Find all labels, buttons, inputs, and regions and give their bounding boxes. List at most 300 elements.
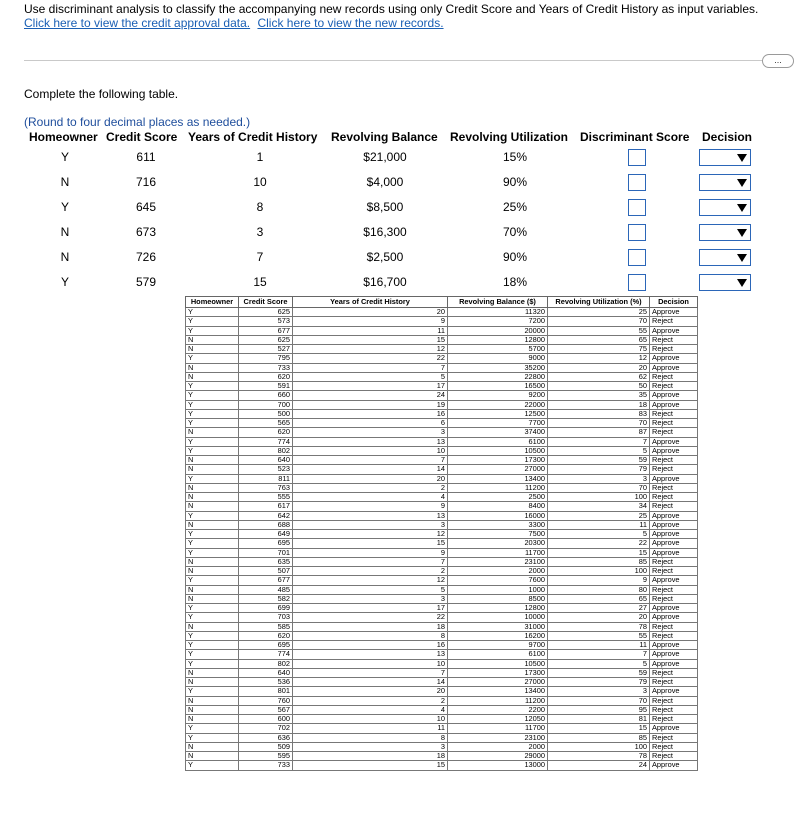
- cell-credit-score: 760: [239, 696, 293, 705]
- table-row: [186, 437, 698, 446]
- header-homeowner: Homeowner: [29, 130, 98, 144]
- dropdown-arrow-icon: [737, 154, 747, 162]
- cell-revolving-balance: 17300: [448, 668, 548, 677]
- cell-revolving-utilization: 5: [548, 659, 650, 668]
- cell-homeowner: Y: [186, 548, 239, 557]
- cell-decision: Reject: [650, 317, 698, 326]
- cell-revolving-utilization: 34: [548, 502, 650, 511]
- cell-decision: Approve: [650, 641, 698, 650]
- cell-homeowner: N: [186, 705, 239, 714]
- cell-revolving-utilization: 18: [548, 400, 650, 409]
- cell-homeowner: Y: [186, 354, 239, 363]
- cell-decision: Approve: [650, 650, 698, 659]
- cell-years: 15: [293, 761, 448, 770]
- cell-revolving-balance: 2000: [448, 742, 548, 751]
- cell-homeowner: Y: [186, 576, 239, 585]
- cell-decision: Approve: [650, 687, 698, 696]
- cell-decision: Reject: [650, 705, 698, 714]
- cell-revolving-utilization: 80: [548, 585, 650, 594]
- cell-revolving-utilization: 100: [548, 493, 650, 502]
- cell-credit-score: 733: [239, 761, 293, 770]
- cell-revolving-balance: 35200: [448, 363, 548, 372]
- discriminant-score-input[interactable]: [628, 149, 646, 166]
- cell-revolving-balance: 12500: [448, 409, 548, 418]
- cell-credit-score: 500: [239, 409, 293, 418]
- cell-revolving-utilization: 5: [548, 446, 650, 455]
- header-discriminant-score: Discriminant Score: [580, 130, 690, 144]
- table-row: [186, 317, 698, 326]
- cell-years: 18: [293, 752, 448, 761]
- cell-revolving-balance: 9700: [448, 641, 548, 650]
- cell-years: 8: [293, 733, 448, 742]
- cell-credit-score: 620: [239, 631, 293, 640]
- cell-years: 20: [293, 474, 448, 483]
- cell-decision: Reject: [650, 678, 698, 687]
- cell-homeowner: Y: [186, 659, 239, 668]
- cell-years: 15: [293, 335, 448, 344]
- question-cell-credit-score: 645: [135, 200, 157, 214]
- cell-credit-score: 485: [239, 585, 293, 594]
- cell-revolving-balance: 7600: [448, 576, 548, 585]
- cell-credit-score: 699: [239, 604, 293, 613]
- cell-revolving-utilization: 85: [548, 557, 650, 566]
- question-cell-credit-score: 579: [135, 275, 157, 289]
- cell-decision: Reject: [650, 733, 698, 742]
- cell-years: 3: [293, 520, 448, 529]
- cell-homeowner: N: [186, 696, 239, 705]
- cell-decision: Reject: [650, 715, 698, 724]
- table-row: [186, 465, 698, 474]
- question-cell-utilization: 90%: [502, 175, 528, 189]
- data-table-header-row: [186, 297, 698, 308]
- more-options-button[interactable]: ...: [762, 54, 794, 68]
- table-row: [186, 354, 698, 363]
- cell-revolving-utilization: 75: [548, 345, 650, 354]
- question-cell-homeowner: N: [60, 225, 70, 239]
- cell-revolving-utilization: 79: [548, 465, 650, 474]
- cell-decision: Reject: [650, 372, 698, 381]
- cell-credit-score: 695: [239, 641, 293, 650]
- cell-decision: Reject: [650, 668, 698, 677]
- cell-revolving-utilization: 78: [548, 622, 650, 631]
- cell-homeowner: Y: [186, 613, 239, 622]
- cell-credit-score: 802: [239, 659, 293, 668]
- cell-decision: Reject: [650, 409, 698, 418]
- cell-revolving-utilization: 5: [548, 530, 650, 539]
- cell-homeowner: Y: [186, 539, 239, 548]
- cell-credit-score: 600: [239, 715, 293, 724]
- question-cell-balance: $21,000: [363, 150, 407, 164]
- cell-revolving-balance: 13400: [448, 687, 548, 696]
- cell-decision: Approve: [650, 530, 698, 539]
- data-header-years-credit-history: Years of Credit History: [293, 297, 448, 308]
- question-cell-years: 3: [256, 225, 264, 239]
- cell-revolving-balance: 17300: [448, 456, 548, 465]
- instructions-text: Use discriminant analysis to classify the accompanying new records using only Credit Score and Years of Credit History as input variables.: [24, 2, 759, 16]
- question-cell-years: 10: [253, 175, 267, 189]
- cell-decision: Reject: [650, 567, 698, 576]
- cell-revolving-utilization: 11: [548, 520, 650, 529]
- header-credit-score: Credit Score: [106, 130, 178, 144]
- cell-credit-score: 591: [239, 382, 293, 391]
- cell-revolving-utilization: 65: [548, 594, 650, 603]
- cell-credit-score: 700: [239, 400, 293, 409]
- cell-revolving-utilization: 87: [548, 428, 650, 437]
- discriminant-score-input[interactable]: [628, 174, 646, 191]
- cell-revolving-utilization: 79: [548, 678, 650, 687]
- table-row: [186, 733, 698, 742]
- cell-homeowner: Y: [186, 761, 239, 770]
- cell-decision: Approve: [650, 520, 698, 529]
- cell-credit-score: 802: [239, 446, 293, 455]
- decision-dropdown[interactable]: [699, 174, 751, 191]
- cell-decision: Reject: [650, 493, 698, 502]
- cell-decision: Reject: [650, 382, 698, 391]
- table-row: [186, 576, 698, 585]
- cell-revolving-balance: 23100: [448, 733, 548, 742]
- cell-homeowner: Y: [186, 391, 239, 400]
- question-cell-utilization: 25%: [502, 200, 528, 214]
- cell-revolving-balance: 3300: [448, 520, 548, 529]
- cell-credit-score: 527: [239, 345, 293, 354]
- cell-credit-score: 536: [239, 678, 293, 687]
- dropdown-arrow-icon: [737, 254, 747, 262]
- table-row: [186, 650, 698, 659]
- cell-credit-score: 620: [239, 372, 293, 381]
- table-row: [186, 724, 698, 733]
- cell-credit-score: 625: [239, 335, 293, 344]
- cell-revolving-balance: 27000: [448, 465, 548, 474]
- cell-decision: Reject: [650, 742, 698, 751]
- cell-homeowner: Y: [186, 474, 239, 483]
- cell-years: 16: [293, 409, 448, 418]
- dropdown-arrow-icon: [737, 179, 747, 187]
- question-cell-utilization: 70%: [502, 225, 528, 239]
- discriminant-score-input[interactable]: [628, 249, 646, 266]
- table-row: [186, 428, 698, 437]
- cell-homeowner: N: [186, 594, 239, 603]
- cell-revolving-utilization: 65: [548, 335, 650, 344]
- cell-years: 6: [293, 419, 448, 428]
- question-cell-years: 7: [256, 250, 264, 264]
- cell-credit-score: 507: [239, 567, 293, 576]
- table-row: [186, 326, 698, 335]
- cell-revolving-balance: 11700: [448, 548, 548, 557]
- table-row: [186, 400, 698, 409]
- cell-revolving-utilization: 62: [548, 372, 650, 381]
- table-row: [186, 363, 698, 372]
- question-cell-credit-score: 611: [136, 150, 156, 164]
- discriminant-score-input[interactable]: [628, 274, 646, 291]
- dropdown-arrow-icon: [737, 229, 747, 237]
- cell-credit-score: 660: [239, 391, 293, 400]
- cell-years: 17: [293, 382, 448, 391]
- new-records-link[interactable]: Click here to view the new records.: [257, 16, 444, 30]
- cell-revolving-balance: 16200: [448, 631, 548, 640]
- cell-years: 9: [293, 502, 448, 511]
- cell-revolving-utilization: 7: [548, 650, 650, 659]
- cell-years: 9: [293, 548, 448, 557]
- cell-revolving-utilization: 100: [548, 742, 650, 751]
- cell-revolving-utilization: 59: [548, 668, 650, 677]
- cell-credit-score: 567: [239, 705, 293, 714]
- cell-revolving-utilization: 50: [548, 382, 650, 391]
- cell-homeowner: N: [186, 483, 239, 492]
- cell-years: 2: [293, 483, 448, 492]
- question-cell-homeowner: N: [60, 175, 70, 189]
- cell-years: 13: [293, 650, 448, 659]
- cell-revolving-balance: 29000: [448, 752, 548, 761]
- question-cell-utilization: 18%: [502, 275, 528, 289]
- cell-revolving-utilization: 20: [548, 613, 650, 622]
- cell-homeowner: Y: [186, 317, 239, 326]
- cell-revolving-utilization: 85: [548, 733, 650, 742]
- cell-revolving-balance: 1000: [448, 585, 548, 594]
- cell-years: 10: [293, 446, 448, 455]
- cell-homeowner: Y: [186, 400, 239, 409]
- cell-years: 5: [293, 372, 448, 381]
- cell-years: 7: [293, 668, 448, 677]
- cell-revolving-balance: 16000: [448, 511, 548, 520]
- cell-decision: Reject: [650, 631, 698, 640]
- cell-years: 14: [293, 678, 448, 687]
- cell-revolving-balance: 5700: [448, 345, 548, 354]
- cell-revolving-utilization: 25: [548, 511, 650, 520]
- question-cell-years: 15: [253, 275, 267, 289]
- data-header-homeowner: Homeowner: [186, 297, 239, 308]
- cell-years: 12: [293, 530, 448, 539]
- cell-homeowner: Y: [186, 382, 239, 391]
- cell-decision: Reject: [650, 483, 698, 492]
- decision-dropdown[interactable]: [699, 199, 751, 216]
- cell-revolving-balance: 11200: [448, 483, 548, 492]
- cell-revolving-utilization: 3: [548, 474, 650, 483]
- cell-revolving-utilization: 15: [548, 548, 650, 557]
- cell-revolving-balance: 11700: [448, 724, 548, 733]
- cell-years: 11: [293, 326, 448, 335]
- section-divider: [24, 60, 764, 61]
- cell-decision: Reject: [650, 594, 698, 603]
- cell-revolving-balance: 23100: [448, 557, 548, 566]
- cell-homeowner: Y: [186, 650, 239, 659]
- cell-revolving-balance: 31000: [448, 622, 548, 631]
- cell-credit-score: 811: [239, 474, 293, 483]
- cell-years: 20: [293, 308, 448, 317]
- cell-years: 4: [293, 493, 448, 502]
- cell-revolving-balance: 20300: [448, 539, 548, 548]
- cell-years: 12: [293, 345, 448, 354]
- cell-revolving-balance: 22000: [448, 400, 548, 409]
- question-cell-credit-score: 673: [135, 225, 157, 239]
- cell-homeowner: Y: [186, 530, 239, 539]
- cell-credit-score: 555: [239, 493, 293, 502]
- table-row: [186, 687, 698, 696]
- cell-credit-score: 801: [239, 687, 293, 696]
- cell-revolving-utilization: 70: [548, 419, 650, 428]
- question-cell-balance: $16,300: [363, 225, 407, 239]
- cell-credit-score: 702: [239, 724, 293, 733]
- question-cell-utilization: 90%: [502, 250, 528, 264]
- cell-years: 2: [293, 567, 448, 576]
- table-row: [186, 502, 698, 511]
- cell-years: 24: [293, 391, 448, 400]
- dropdown-arrow-icon: [737, 279, 747, 287]
- table-row: [186, 761, 698, 770]
- cell-years: 16: [293, 641, 448, 650]
- cell-decision: Approve: [650, 446, 698, 455]
- discriminant-score-input[interactable]: [628, 224, 646, 241]
- cell-years: 3: [293, 594, 448, 603]
- cell-homeowner: Y: [186, 308, 239, 317]
- cell-years: 13: [293, 511, 448, 520]
- cell-revolving-balance: 10500: [448, 659, 548, 668]
- table-row: [186, 548, 698, 557]
- cell-homeowner: N: [186, 456, 239, 465]
- header-revolving-balance: Revolving Balance: [331, 130, 438, 144]
- cell-decision: Approve: [650, 308, 698, 317]
- data-header-decision: Decision: [650, 297, 698, 308]
- cell-homeowner: N: [186, 465, 239, 474]
- cell-years: 3: [293, 428, 448, 437]
- table-row: [186, 622, 698, 631]
- cell-years: 4: [293, 705, 448, 714]
- cell-decision: Reject: [650, 456, 698, 465]
- discriminant-score-input[interactable]: [628, 199, 646, 216]
- cell-revolving-utilization: 81: [548, 715, 650, 724]
- cell-decision: Approve: [650, 437, 698, 446]
- cell-revolving-utilization: 20: [548, 363, 650, 372]
- cell-homeowner: Y: [186, 419, 239, 428]
- cell-credit-score: 642: [239, 511, 293, 520]
- cell-credit-score: 649: [239, 530, 293, 539]
- cell-decision: Approve: [650, 761, 698, 770]
- cell-revolving-utilization: 95: [548, 705, 650, 714]
- cell-credit-score: 763: [239, 483, 293, 492]
- cell-homeowner: N: [186, 493, 239, 502]
- cell-decision: Reject: [650, 428, 698, 437]
- cell-decision: Reject: [650, 622, 698, 631]
- cell-credit-score: 565: [239, 419, 293, 428]
- cell-years: 8: [293, 631, 448, 640]
- cell-decision: Reject: [650, 557, 698, 566]
- decision-dropdown[interactable]: [699, 149, 751, 166]
- cell-credit-score: 635: [239, 557, 293, 566]
- cell-homeowner: N: [186, 567, 239, 576]
- cell-revolving-utilization: 70: [548, 696, 650, 705]
- question-cell-homeowner: Y: [60, 150, 69, 164]
- cell-revolving-balance: 6100: [448, 437, 548, 446]
- cell-revolving-utilization: 7: [548, 437, 650, 446]
- cell-credit-score: 701: [239, 548, 293, 557]
- cell-credit-score: 677: [239, 326, 293, 335]
- question-cell-credit-score: 716: [135, 175, 157, 189]
- decision-dropdown[interactable]: [699, 224, 751, 241]
- cell-homeowner: N: [186, 372, 239, 381]
- cell-homeowner: Y: [186, 437, 239, 446]
- cell-revolving-balance: 6100: [448, 650, 548, 659]
- cell-decision: Reject: [650, 752, 698, 761]
- cell-revolving-balance: 37400: [448, 428, 548, 437]
- cell-homeowner: N: [186, 585, 239, 594]
- cell-revolving-balance: 9000: [448, 354, 548, 363]
- cell-credit-score: 636: [239, 733, 293, 742]
- cell-credit-score: 703: [239, 613, 293, 622]
- cell-credit-score: 625: [239, 308, 293, 317]
- cell-revolving-balance: 13000: [448, 761, 548, 770]
- question-cell-balance: $16,700: [363, 275, 407, 289]
- cell-decision: Approve: [650, 511, 698, 520]
- table-row: [186, 613, 698, 622]
- header-revolving-utilization: Revolving Utilization: [450, 130, 569, 144]
- cell-years: 7: [293, 557, 448, 566]
- cell-homeowner: Y: [186, 641, 239, 650]
- table-row: [186, 511, 698, 520]
- cell-decision: Approve: [650, 326, 698, 335]
- cell-homeowner: N: [186, 520, 239, 529]
- cell-credit-score: 733: [239, 363, 293, 372]
- cell-credit-score: 774: [239, 437, 293, 446]
- cell-revolving-balance: 22800: [448, 372, 548, 381]
- cell-credit-score: 640: [239, 456, 293, 465]
- cell-years: 9: [293, 317, 448, 326]
- cell-homeowner: N: [186, 752, 239, 761]
- question-cell-years: 1: [256, 150, 264, 164]
- cell-revolving-balance: 11200: [448, 696, 548, 705]
- question-cell-homeowner: Y: [60, 200, 69, 214]
- cell-credit-score: 617: [239, 502, 293, 511]
- cell-years: 14: [293, 465, 448, 474]
- cell-credit-score: 640: [239, 668, 293, 677]
- approval-data-link[interactable]: Click here to view the credit approval data.: [24, 16, 251, 30]
- decision-dropdown[interactable]: [699, 274, 751, 291]
- question-cell-credit-score: 726: [135, 250, 157, 264]
- cell-revolving-balance: 7200: [448, 317, 548, 326]
- table-row: [186, 585, 698, 594]
- cell-decision: Approve: [650, 400, 698, 409]
- cell-years: 10: [293, 715, 448, 724]
- cell-revolving-utilization: 22: [548, 539, 650, 548]
- cell-revolving-utilization: 70: [548, 483, 650, 492]
- cell-homeowner: N: [186, 345, 239, 354]
- cell-revolving-utilization: 25: [548, 308, 650, 317]
- cell-decision: Approve: [650, 354, 698, 363]
- cell-revolving-balance: 10000: [448, 613, 548, 622]
- cell-years: 7: [293, 363, 448, 372]
- cell-decision: Reject: [650, 465, 698, 474]
- cell-decision: Approve: [650, 613, 698, 622]
- decision-dropdown[interactable]: [699, 249, 751, 266]
- question-cell-years: 8: [256, 200, 264, 214]
- cell-revolving-balance: 9200: [448, 391, 548, 400]
- cell-revolving-utilization: 12: [548, 354, 650, 363]
- cell-years: 17: [293, 604, 448, 613]
- cell-years: 3: [293, 742, 448, 751]
- header-decision: Decision: [702, 130, 753, 144]
- cell-years: 18: [293, 622, 448, 631]
- cell-homeowner: N: [186, 557, 239, 566]
- cell-credit-score: 620: [239, 428, 293, 437]
- cell-revolving-utilization: 9: [548, 576, 650, 585]
- rounding-note: (Round to four decimal places as needed.): [24, 115, 251, 129]
- cell-years: 13: [293, 437, 448, 446]
- cell-decision: Reject: [650, 585, 698, 594]
- cell-revolving-utilization: 78: [548, 752, 650, 761]
- cell-revolving-balance: 2500: [448, 493, 548, 502]
- cell-years: 2: [293, 696, 448, 705]
- cell-homeowner: Y: [186, 446, 239, 455]
- table-row: [186, 696, 698, 705]
- table-row: [186, 474, 698, 483]
